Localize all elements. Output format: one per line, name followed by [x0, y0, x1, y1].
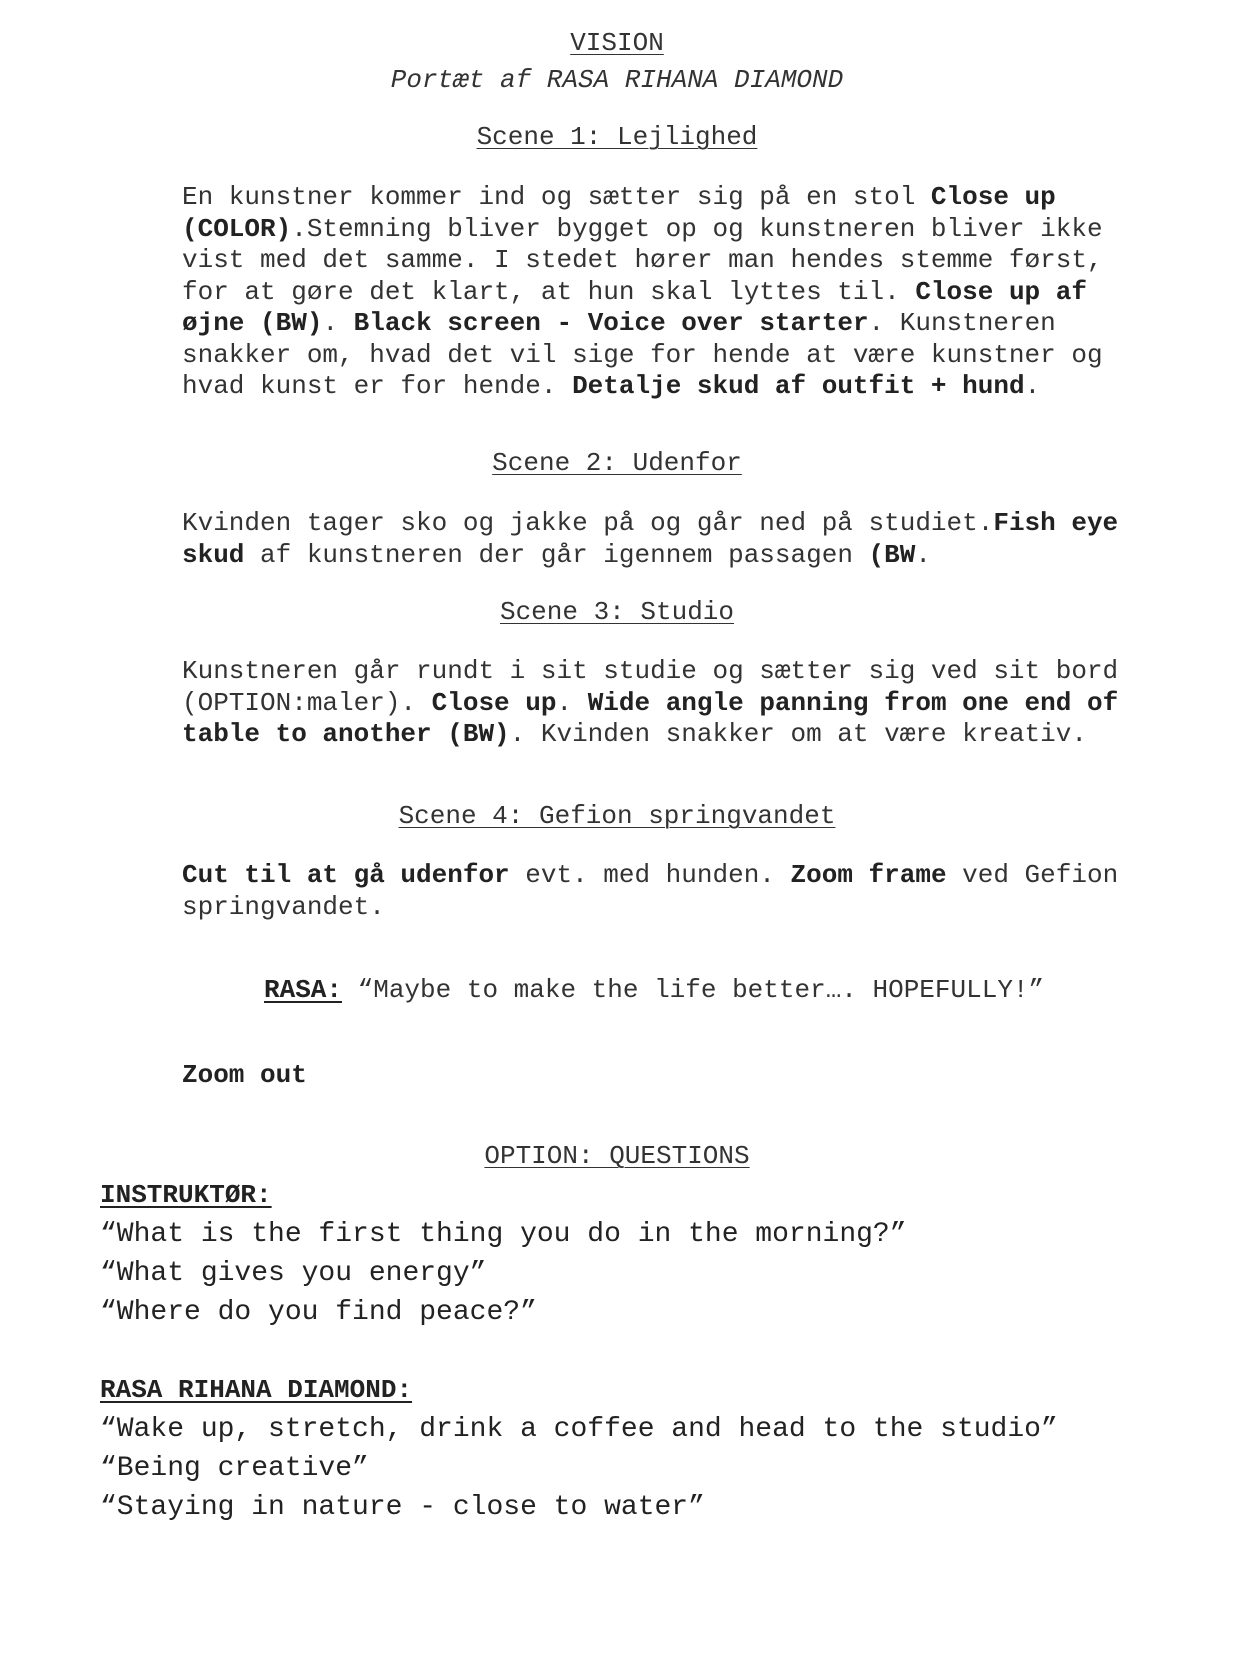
scene-2-description [182, 508, 1142, 571]
camera-direction: Wide angle panning from one end of table to another (BW) [182, 687, 1134, 749]
scene-4-description [182, 860, 1142, 923]
document-title: VISION [570, 28, 664, 58]
scene-4-heading: Scene 4: Gefion springvandet [398, 801, 836, 831]
scene-text: . Kvinden snakker om at være kreativ. [509, 719, 1087, 749]
scene-1-description [182, 182, 1142, 403]
respondent-answer: “Being creative” [100, 1453, 369, 1484]
dialogue-line [264, 975, 1044, 1005]
camera-direction: Cut til at gå udenfor [182, 860, 510, 890]
scene-text: . [1024, 371, 1041, 401]
scene-text: . [556, 687, 588, 718]
camera-direction: Fish eye skud [182, 508, 1134, 570]
camera-direction: (BW [868, 539, 916, 570]
scene-text: af kunstneren der går igennem passagen [244, 539, 869, 570]
scene-text: Kvinden tager sko og jakke på og går ned på studiet. [182, 508, 994, 538]
instructor-question: “What is the first thing you do in the morning?” [100, 1219, 907, 1250]
scene-text: Kunstneren går rundt i sit studie og sætter sig ved sit bord (OPTION:maler). [182, 656, 1134, 718]
respondent-answer: “Wake up, stretch, drink a coffee and head to the studio” [100, 1414, 1058, 1445]
instructor-label: INSTRUKTØR: [100, 1180, 272, 1210]
scene-3-description [182, 656, 1142, 751]
instructor-block [100, 1176, 907, 1332]
scene-1-heading: Scene 1: Lejlighed [476, 122, 758, 152]
instructor-question: “What gives you energy” [100, 1258, 487, 1289]
document-subtitle: Portæt af RASA RIHANA DIAMOND [390, 65, 844, 95]
scene-3-heading: Scene 3: Studio [499, 597, 735, 627]
scene-text: evt. med hunden. [509, 860, 791, 890]
respondent-label: RASA RIHANA DIAMOND: [100, 1375, 413, 1405]
camera-direction: Zoom frame [790, 860, 947, 890]
scene-2-heading: Scene 2: Udenfor [492, 448, 742, 478]
scene-text: En kunstner kommer ind og sætter sig på en stol [182, 182, 931, 212]
camera-direction: Close up [431, 687, 557, 718]
scene-text: . [322, 308, 354, 338]
camera-direction: Close up (COLOR) [182, 182, 1072, 244]
camera-direction: Black screen - Voice over starter [353, 308, 869, 338]
camera-direction: Detalje skud af outfit + hund [572, 371, 1025, 401]
respondent-block [100, 1371, 1058, 1527]
instructor-question: “Where do you find peace?” [100, 1297, 537, 1328]
questions-heading: OPTION: QUESTIONS [484, 1141, 750, 1171]
respondent-answer: “Staying in nature - close to water” [100, 1492, 705, 1523]
scene-text: . [915, 539, 931, 570]
scene-text: . Kunstneren snakker om, hvad det vil sige for hende at være kunstner og hvad kunst er for hende. [182, 308, 1119, 401]
dialogue-text: “Maybe to make the life better…. HOPEFULLY!” [342, 975, 1045, 1005]
scene-text: .Stemning bliver bygget op og kunstneren bliver ikke vist med det samme. I stedet hører man hendes stemme først, for at gøre det klart, at hun skal lyttes til. [182, 213, 1119, 307]
zoom-out-direction: Zoom out [182, 1060, 307, 1090]
camera-direction: Close up af øjne (BW) [182, 276, 1103, 338]
dialogue-speaker: RASA: [264, 975, 343, 1005]
scene-text: ved Gefion springvandet. [182, 860, 1134, 922]
